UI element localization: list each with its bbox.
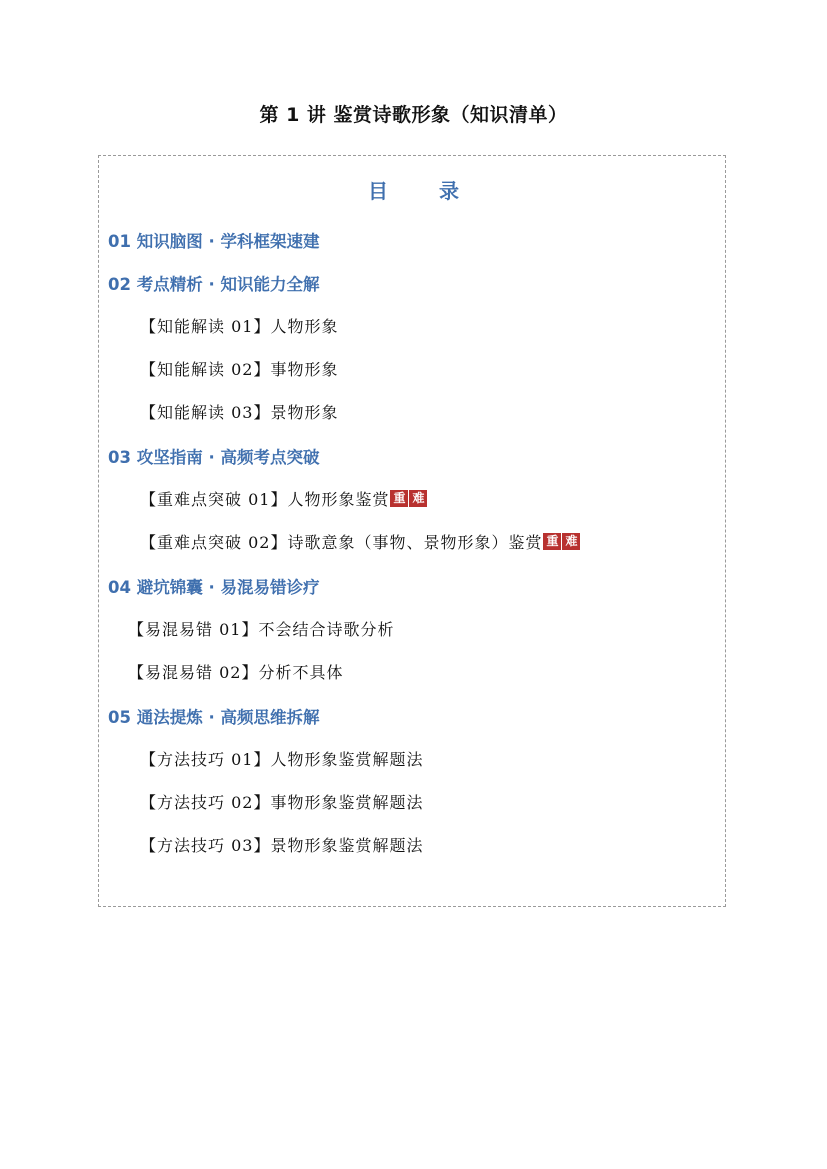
difficult-point-badge: 难 [562,533,580,550]
toc-section-01[interactable]: 01 知识脑图 · 学科框架速建 [108,232,320,251]
page-title: 第 1 讲 鉴赏诗歌形象（知识清单） [259,104,568,126]
toc-item-method-01[interactable]: 【方法技巧 01】人物形象鉴赏解题法 [140,750,424,769]
toc-item-knowledge-01[interactable]: 【知能解读 01】人物形象 [140,317,339,336]
toc-section-02[interactable]: 02 考点精析 · 知识能力全解 [108,275,320,294]
toc-item-method-02[interactable]: 【方法技巧 02】事物形象鉴赏解题法 [140,793,424,812]
toc-item-method-03[interactable]: 【方法技巧 03】景物形象鉴赏解题法 [140,836,424,855]
toc-item-knowledge-02[interactable]: 【知能解读 02】事物形象 [140,360,339,379]
toc-item-breakthrough-02[interactable] [140,530,580,553]
toc-heading: 目 录 [368,179,481,203]
toc-section-03[interactable]: 03 攻坚指南 · 高频考点突破 [108,448,320,467]
key-point-badge: 重 [390,490,408,507]
toc-item-confusion-01[interactable]: 【易混易错 01】不会结合诗歌分析 [128,620,395,639]
difficult-point-badge: 难 [409,490,427,507]
toc-section-05[interactable]: 05 通法提炼 · 高频思维拆解 [108,708,320,727]
toc-item-knowledge-03[interactable]: 【知能解读 03】景物形象 [140,403,339,422]
toc-item-label: 【重难点突破 01】人物形象鉴赏 [140,490,390,509]
toc-item-label: 【重难点突破 02】诗歌意象（事物、景物形象）鉴赏 [140,533,543,552]
key-point-badge: 重 [543,533,561,550]
toc-item-breakthrough-01[interactable] [140,487,427,510]
toc-section-04[interactable]: 04 避坑锦囊 · 易混易错诊疗 [108,578,320,597]
toc-item-confusion-02[interactable]: 【易混易错 02】分析不具体 [128,663,344,682]
